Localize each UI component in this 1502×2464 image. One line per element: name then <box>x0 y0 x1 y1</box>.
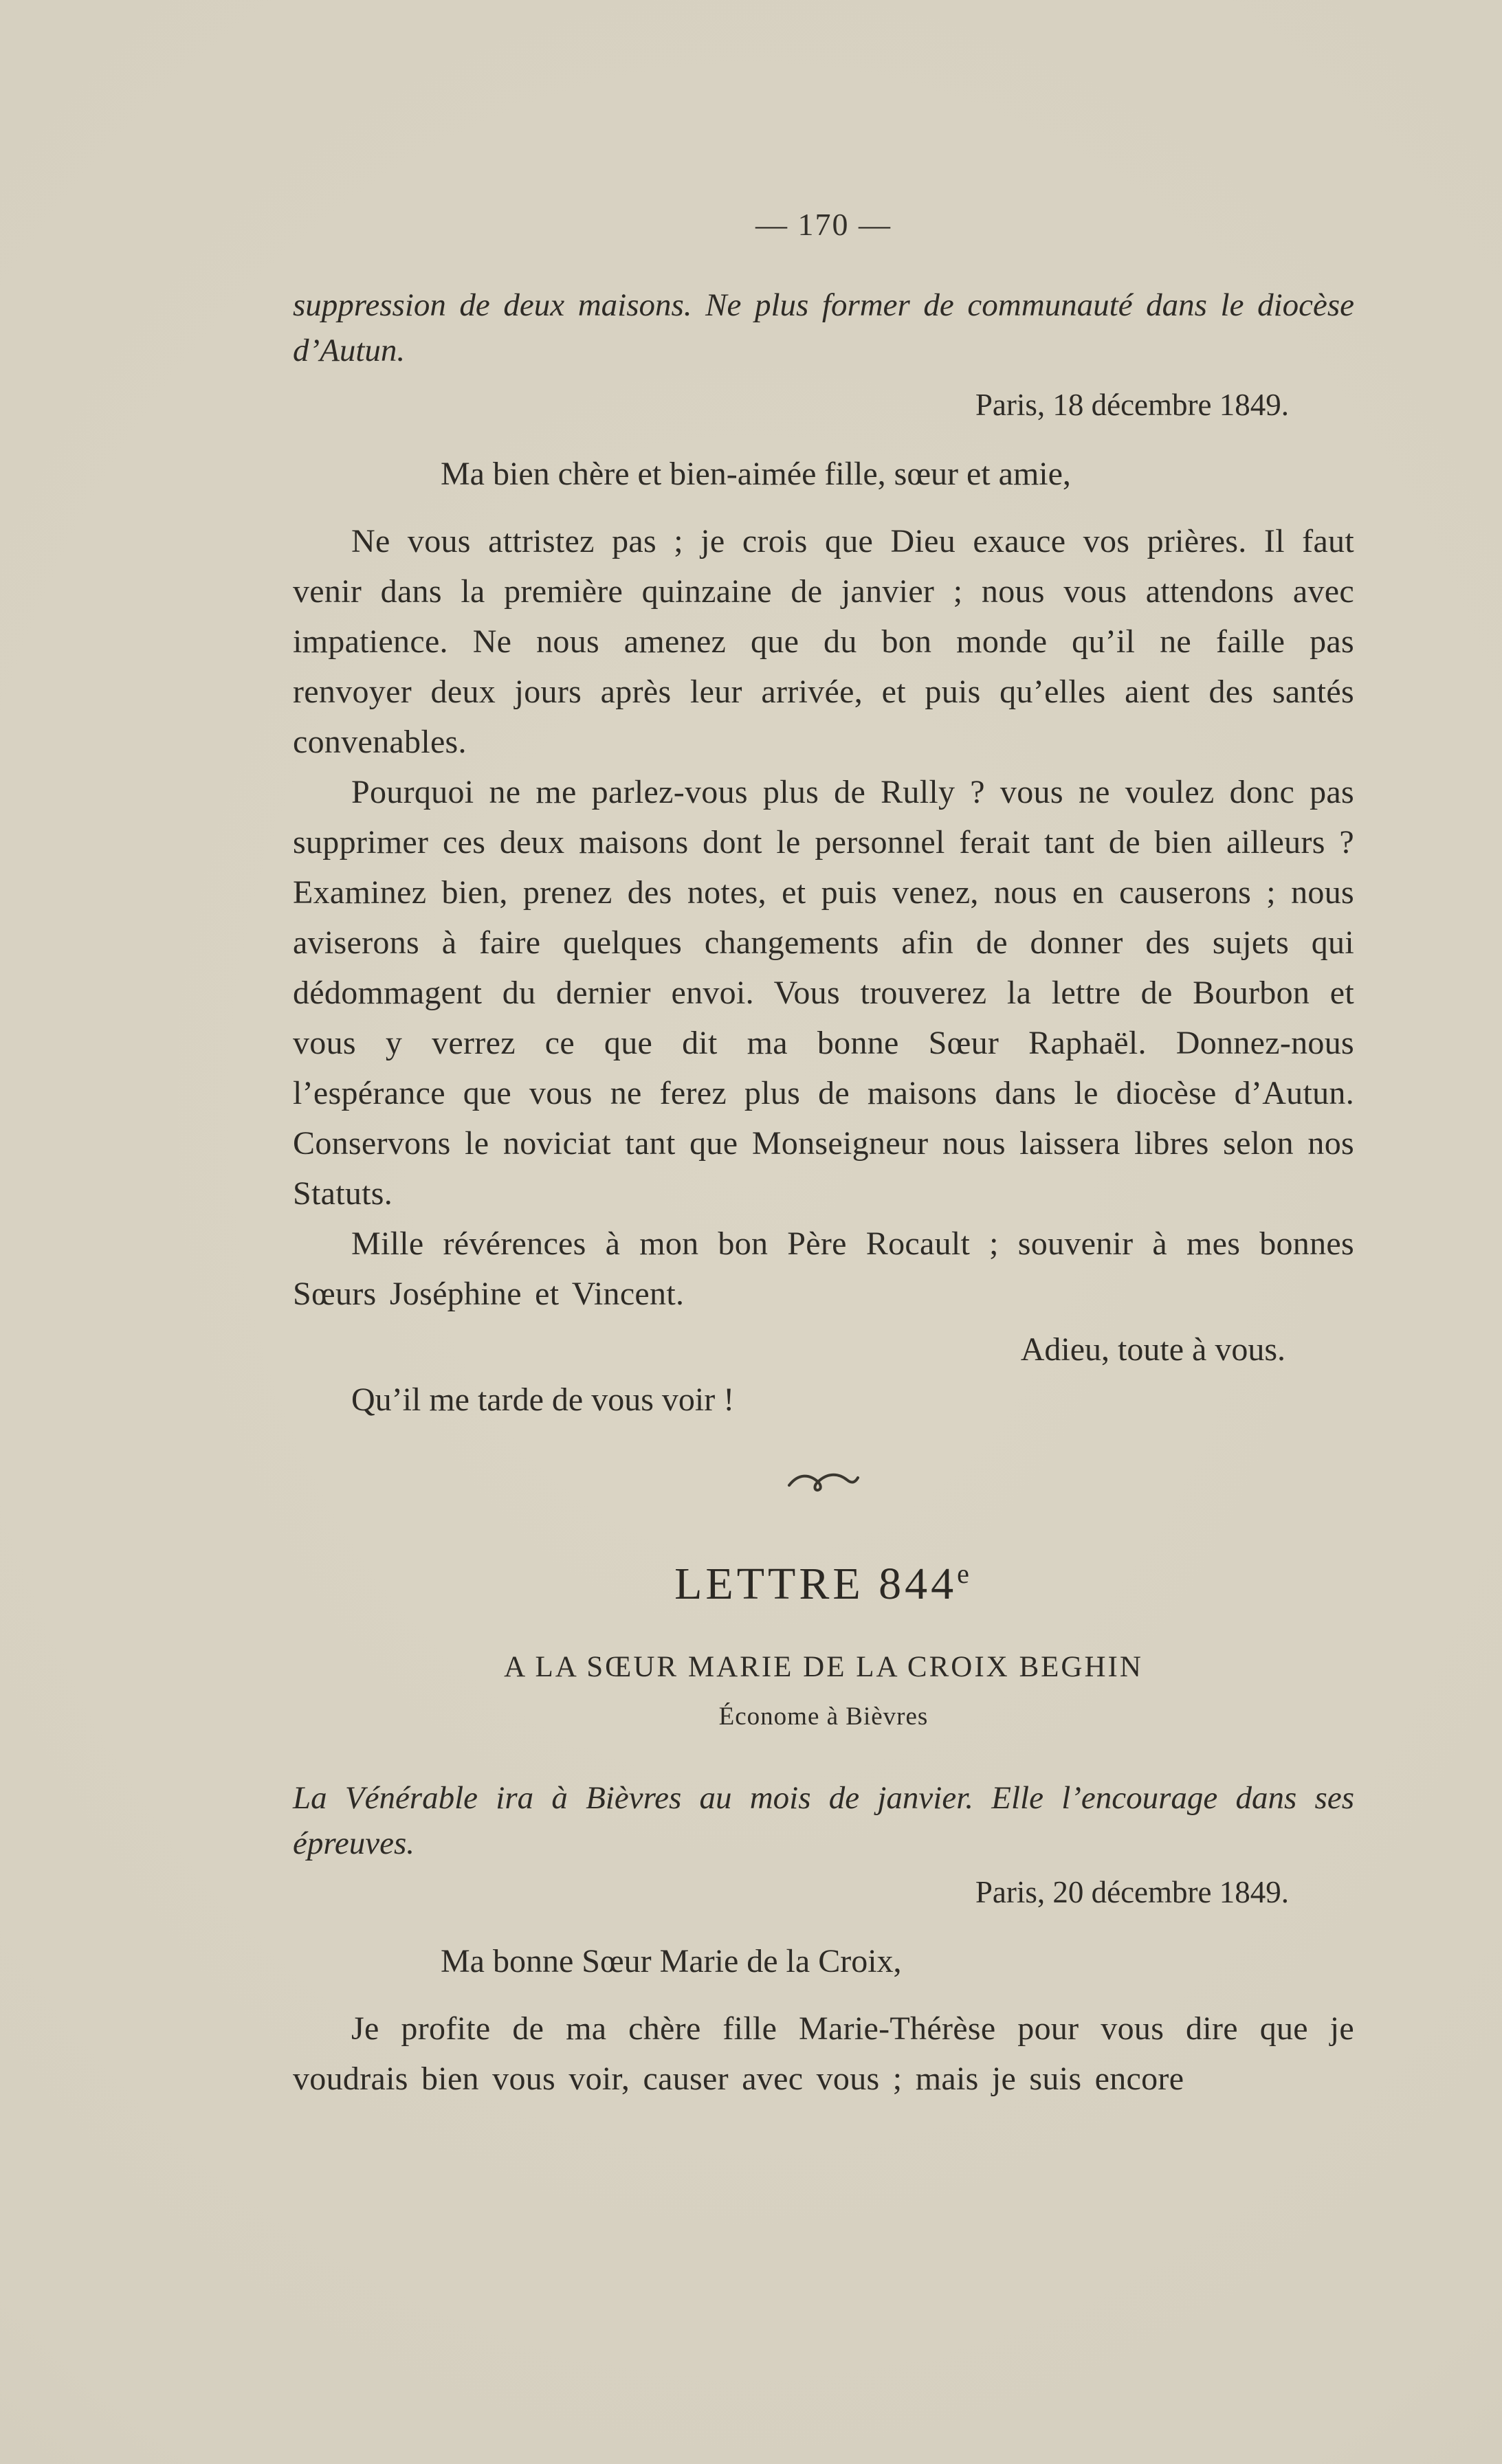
paragraph: Mille révérences à mon bon Père Rocault ; souvenir à mes bonnes Sœurs Joséphine et Vincent. <box>293 1225 1354 1312</box>
letter-heading-text: LETTRE 844 <box>674 1559 958 1609</box>
fleuron-squiggle-icon <box>785 1487 862 1499</box>
dateline-letter-844: Paris, 20 décembre 1849. <box>975 1875 1289 1909</box>
salutation-letter-844: Ma bonne Sœur Marie de la Croix, <box>441 1943 902 1979</box>
salutation-previous-letter: Ma bien chère et bien-aimée fille, sœur et amie, <box>441 456 1071 492</box>
addressee-role: Économe à Bièvres <box>718 1702 929 1731</box>
page-number: — 170 — <box>755 207 892 242</box>
letter-heading <box>293 1557 1354 1610</box>
closing-line: Adieu, toute à vous. <box>1020 1331 1285 1368</box>
letter-heading-ordinal: e <box>957 1558 973 1589</box>
letter-summary-844: La Vénérable ira à Bièvres au mois de janvier. Elle l’encourage dans ses épreuves. <box>293 1780 1354 1861</box>
paragraph: Pourquoi ne me parlez-vous plus de Rully ? vous ne voulez donc pas supprimer ces deux maisons dont le personnel ferait tant de bien ailleurs ? Examinez bien, prenez des notes, et puis venez, nous en causerons ; nous aviserons à faire quelques changements afin de donner des sujets qui dédommagent du dernier envoi. Vous trouverez la lettre de Bourbon et vous y verrez ce que dit ma bonne Sœur Raphaël. Donnez-nous l’espérance que vous ne ferez plus de maisons dans le diocèse d’Autun. Conservons le noviciat tant que Monseigneur nous laissera libres selon nos Statuts. <box>293 774 1354 1212</box>
section-divider <box>293 1467 1354 1500</box>
letter-summary-previous: suppression de deux maisons. Ne plus former de communauté dans le diocèse d’Autun. <box>293 287 1354 368</box>
letter-addressee: A LA SŒUR MARIE DE LA CROIX BEGHIN <box>504 1651 1143 1683</box>
dateline-previous-letter: Paris, 18 décembre 1849. <box>975 388 1289 422</box>
text-block <box>293 206 1354 2104</box>
paragraph: Ne vous attristez pas ; je crois que Dieu exauce vos prières. Il faut venir dans la première quinzaine de janvier ; nous vous attendons avec impatience. Ne nous amenez que du bon monde qu’il ne faille pas renvoyer deux jours après leur arrivée, et puis qu’elles aient des santés convenables. <box>293 523 1354 760</box>
postscript-line: Qu’il me tarde de vous voir ! <box>351 1381 735 1418</box>
paragraph: Je profite de ma chère fille Marie-Thérèse pour vous dire que je voudrais bien vous voir, causer avec vous ; mais je suis encore <box>293 2010 1354 2097</box>
